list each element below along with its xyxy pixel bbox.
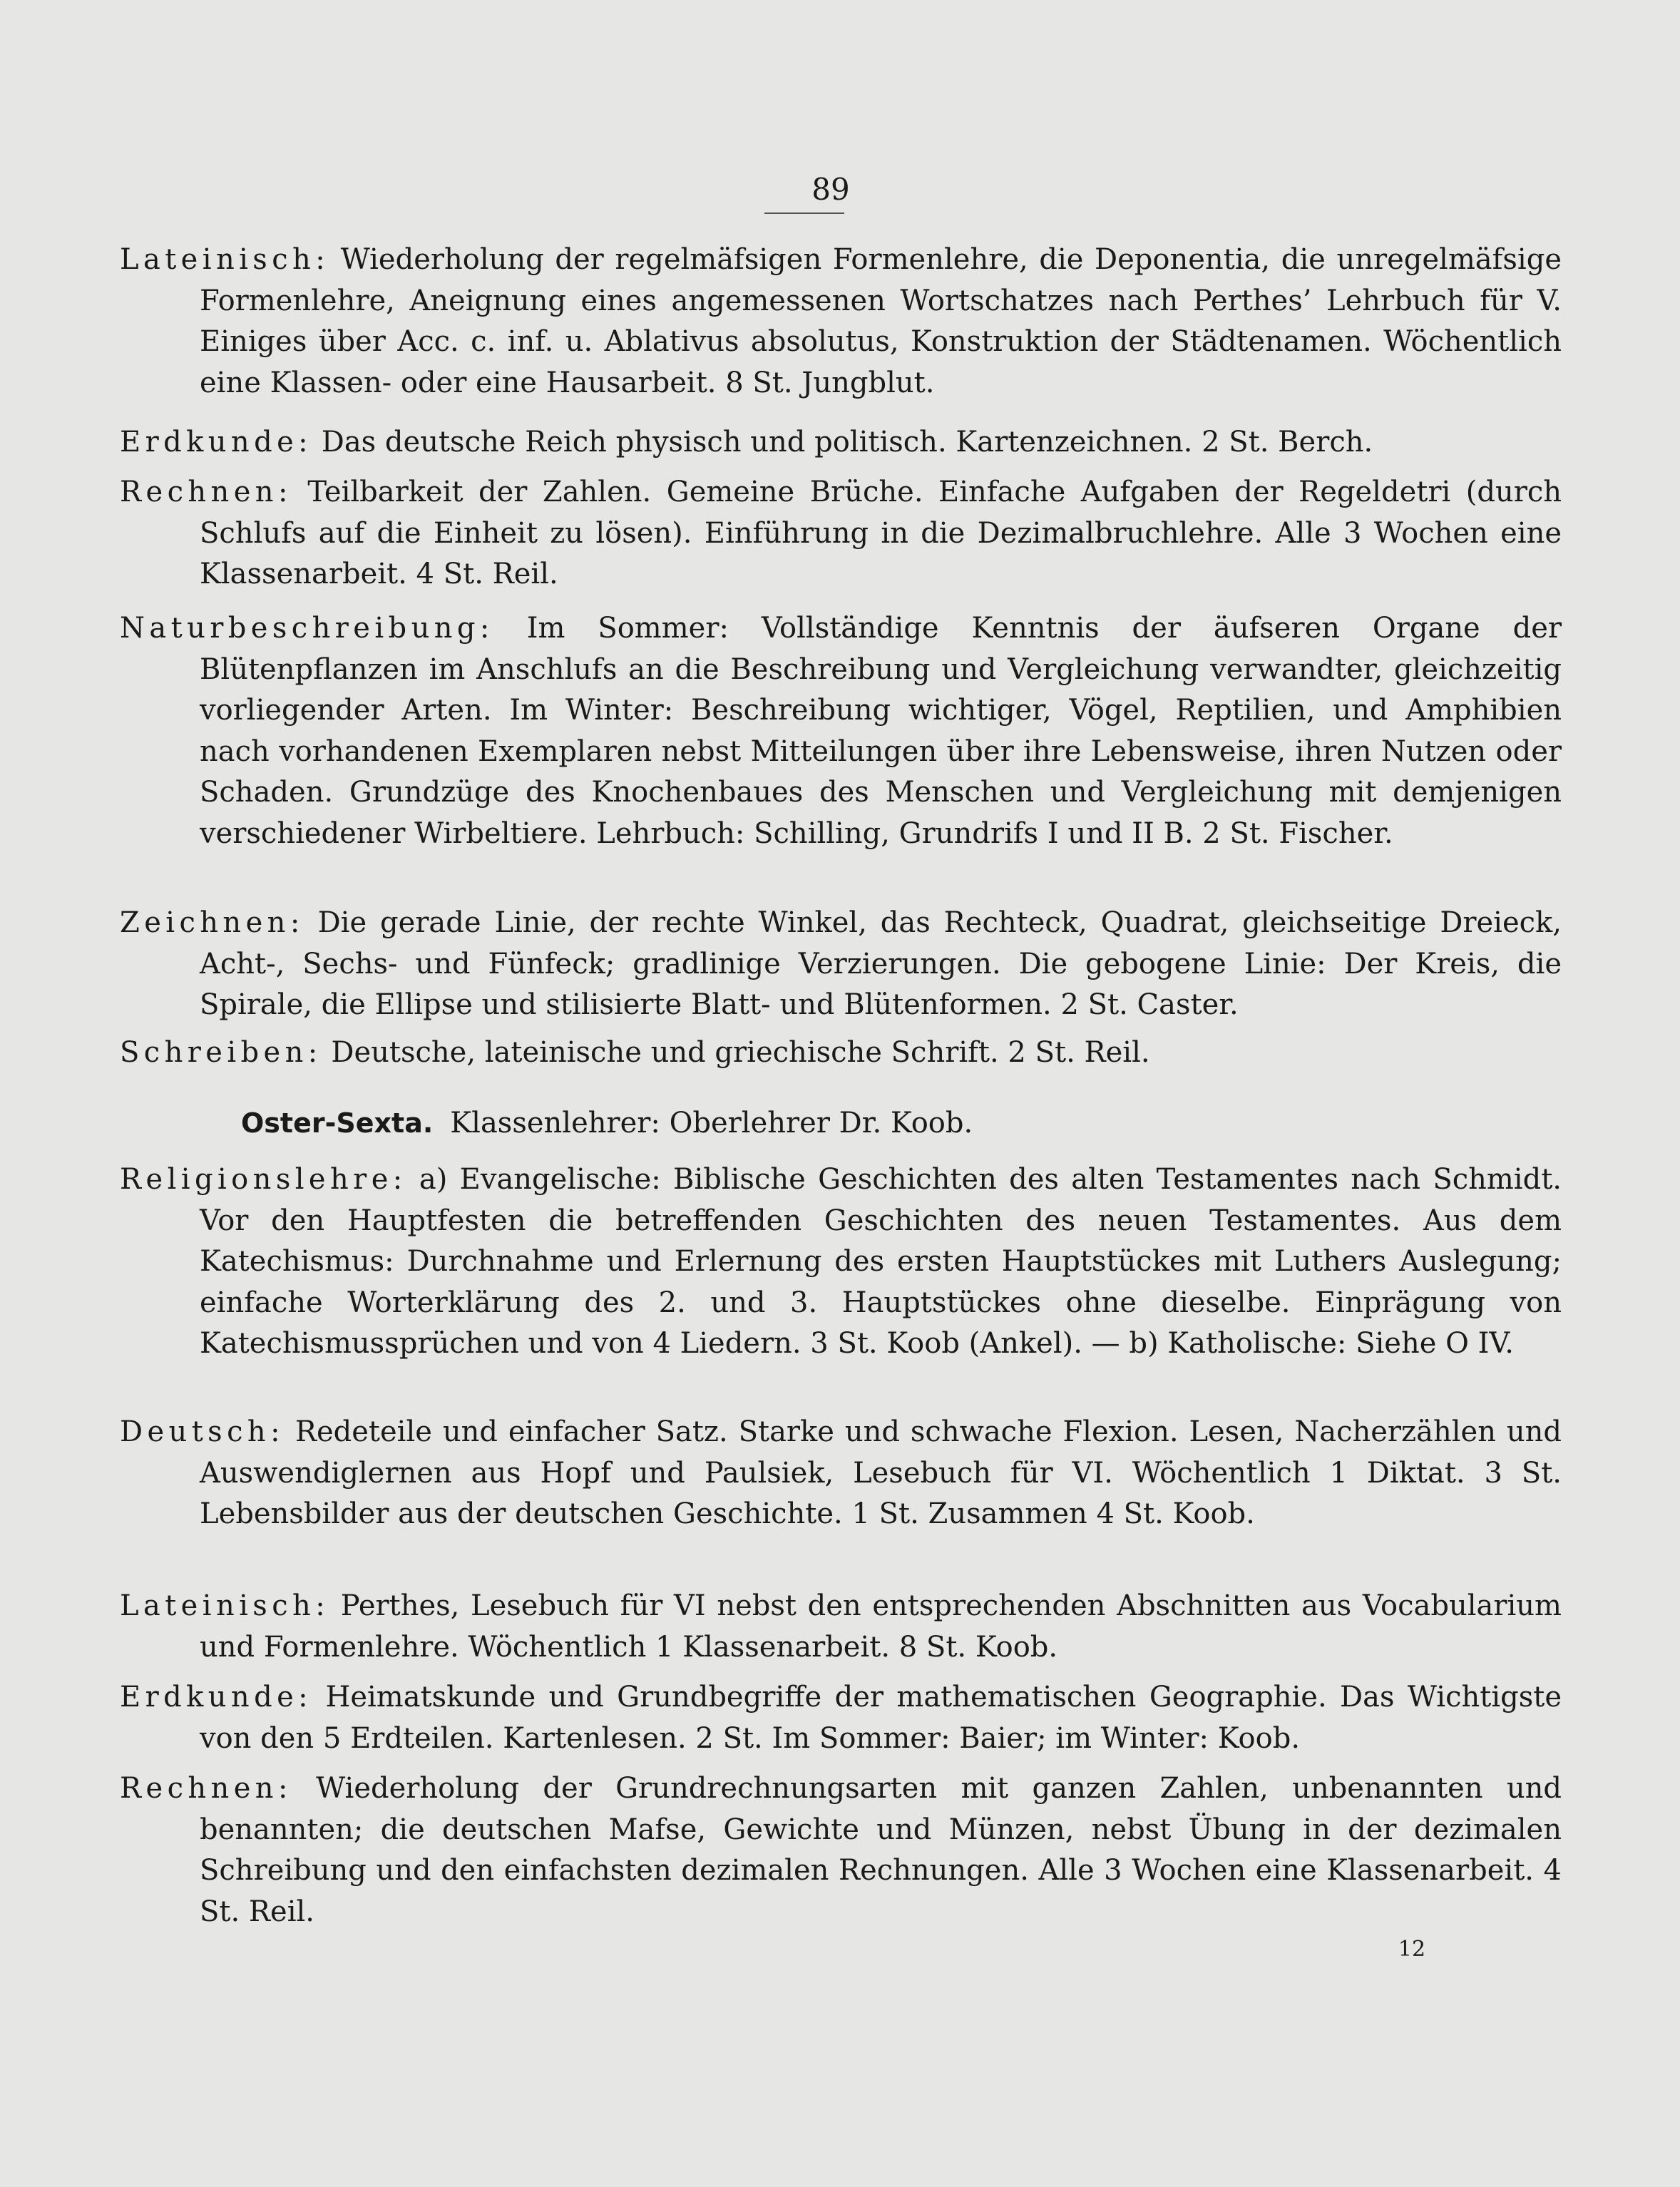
entry-schreiben xyxy=(120,1033,1562,1074)
entry-subject: Erdkunde: xyxy=(120,1681,313,1714)
entry-text: Wiederholung der regelmäfsigen Formenlehre, die Deponentia, die unregelmäfsige Formenlehre, Aneignung eines angemessenen Wortschatzes nach Perthes’ Lehrbuch für V. Einiges über Acc. c. inf. u. Ablativus absolutus, Konstruktion der Städtenamen. Wöchentlich eine Klassen- oder eine Hausarbeit. 8 St. Jungblut. xyxy=(200,243,1562,399)
entry-naturbeschreibung xyxy=(120,608,1562,854)
entry-text: Die gerade Linie, der rechte Winkel, das Rechteck, Quadrat, gleichseitige Dreieck, Acht-, Sechs- und Fünfeck; gradlinige Verzierungen. Die gebogene Linie: Der Kreis, die Spirale, die Ellipse und stilisierte Blatt- und Blütenformen. 2 St. Caster. xyxy=(200,906,1562,1021)
section-heading xyxy=(241,1102,1453,1144)
signature-mark: 12 xyxy=(1398,1937,1426,1962)
entry-subject: Naturbeschreibung: xyxy=(120,612,494,645)
section-title: Oster-Sexta. xyxy=(241,1107,434,1139)
section-teacher: Klassenlehrer: Oberlehrer Dr. Koob. xyxy=(450,1107,973,1139)
entry-text: a) Evangelische: Biblische Geschichten des alten Testamentes nach Schmidt. Vor den Hauptfesten die betreffenden Geschichten des neuen Testamentes. Aus dem Katechismus: Durchnahme und Erlernung des ersten Hauptstückes mit Luthers Auslegung; einfache Worterklärung des 2. und 3. Hauptstückes ohne dieselbe. Einprägung von Katechismussprüchen und von 4 Liedern. 3 St. Koob (Ankel). — b) Katholische: Siehe O IV. xyxy=(200,1163,1562,1360)
page-number: 89 xyxy=(811,172,850,207)
entry-subject: Lateinisch: xyxy=(120,243,330,276)
entry-religionslehre xyxy=(120,1159,1562,1365)
entry-subject: Rechnen: xyxy=(120,476,292,508)
entry-subject: Religionslehre: xyxy=(120,1163,407,1196)
entry-subject: Lateinisch: xyxy=(120,1589,330,1622)
entry-text: Wiederholung der Grundrechnungsarten mit ganzen Zahlen, unbenannten und benannten; die deutschen Mafse, Gewichte und Münzen, nebst Übung in der dezimalen Schreibung und den einfachsten dezimalen Rechnungen. Alle 3 Wochen eine Klassenarbeit. 4 St. Reil. xyxy=(200,1772,1562,1928)
entry-rechnen-sexta xyxy=(120,1768,1562,1932)
entry-text: Redeteile und einfacher Satz. Starke und schwache Flexion. Lesen, Nacherzählen und Auswendiglernen aus Hopf und Paulsiek, Lesebuch für VI. Wöchentlich 1 Diktat. 3 St. Lebensbilder aus der deutschen Geschichte. 1 St. Zusammen 4 St. Koob. xyxy=(200,1415,1562,1530)
entry-lateinisch-sexta xyxy=(120,1586,1562,1668)
entry-text: Im Sommer: Vollständige Kenntnis der äufseren Organe der Blütenpflanzen im Anschlufs an die Beschreibung und Vergleichung verwandter, gleichzeitig vorliegender Arten. Im Winter: Beschreibung wichtiger, Vögel, Reptilien, und Amphibien nach vorhandenen Exemplaren nebst Mitteilungen über ihre Lebensweise, ihren Nutzen oder Schaden. Grundzüge des Knochenbaues des Menschen und Vergleichung mit demjenigen verschiedener Wirbeltiere. Lehrbuch: Schilling, Grundrifs I und II B. 2 St. Fischer. xyxy=(200,612,1562,850)
entry-deutsch xyxy=(120,1412,1562,1535)
entry-subject: Rechnen: xyxy=(120,1772,292,1805)
entry-text: Das deutsche Reich physisch und politisch. Kartenzeichnen. 2 St. Berch. xyxy=(321,426,1373,459)
entry-erdkunde-sexta xyxy=(120,1677,1562,1759)
entry-text: Deutsche, lateinische und griechische Schrift. 2 St. Reil. xyxy=(331,1036,1150,1069)
entry-subject: Erdkunde: xyxy=(120,426,313,459)
entry-subject: Deutsch: xyxy=(120,1415,285,1448)
entry-text: Teilbarkeit der Zahlen. Gemeine Brüche. Einfache Aufgaben der Regeldetri (durch Schlufs auf die Einheit zu lösen). Einführung in die Dezimalbruchlehre. Alle 3 Wochen eine Klassenarbeit. 4 St. Reil. xyxy=(200,476,1562,590)
entry-subject: Schreiben: xyxy=(120,1036,322,1069)
page-number-rule xyxy=(764,212,844,214)
entry-rechnen-quinta xyxy=(120,472,1562,595)
entry-erdkunde-quinta xyxy=(120,422,1562,463)
entry-subject: Zeichnen: xyxy=(120,906,304,939)
entry-lateinisch-quinta xyxy=(120,240,1562,404)
entry-text: Perthes, Lesebuch für VI nebst den entsprechenden Abschnitten aus Vocabularium und Formenlehre. Wöchentlich 1 Klassenarbeit. 8 St. Koob. xyxy=(200,1589,1562,1664)
entry-text: Heimatskunde und Grundbegriffe der mathematischen Geographie. Das Wichtigste von den 5 Erdteilen. Kartenlesen. 2 St. Im Sommer: Baier; im Winter: Koob. xyxy=(200,1681,1562,1755)
entry-zeichnen xyxy=(120,903,1562,1026)
